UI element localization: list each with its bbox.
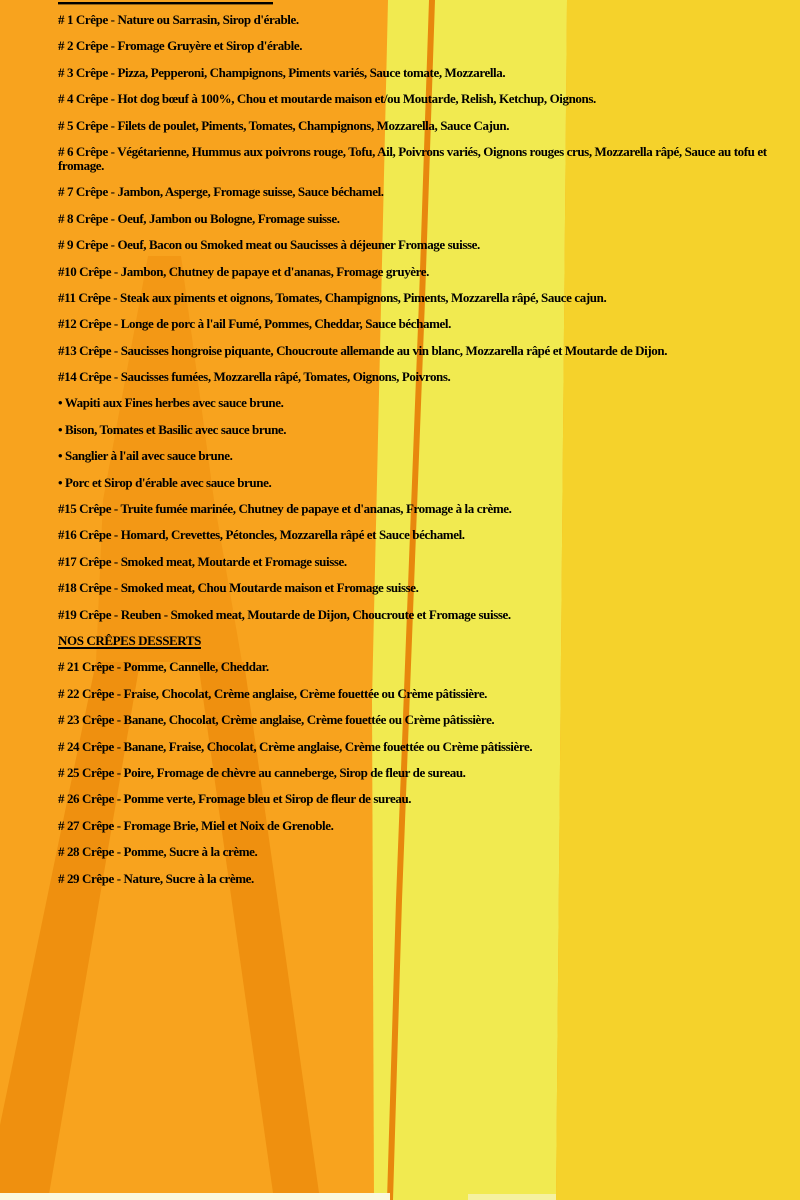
menu-item: # 2 Crêpe - Fromage Gruyère et Sirop d'érable. xyxy=(58,38,303,54)
menu-item: # 7 Crêpe - Jambon, Asperge, Fromage suisse, Sauce béchamel. xyxy=(58,184,384,200)
menu-item: # 1 Crêpe - Nature ou Sarrasin, Sirop d'érable. xyxy=(58,12,299,27)
menu-item: # 3 Crêpe - Pizza, Pepperoni, Champignons, Piments variés, Sauce tomate, Mozzarella. xyxy=(58,64,506,80)
menu-item: #18 Crêpe - Smoked meat, Chou Moutarde maison et Fromage suisse. xyxy=(58,580,419,596)
menu-item: # 28 Crêpe - Pomme, Sucre à la crème. xyxy=(58,844,258,860)
menu-item: #16 Crêpe - Homard, Crevettes, Pétoncles, Mozzarella râpé et Sauce béchamel. xyxy=(58,527,465,543)
menu-item: # 8 Crêpe - Oeuf, Jambon ou Bologne, Fromage suisse. xyxy=(58,210,340,226)
menu-bullet-item: • Sanglier à l'ail avec sauce brune. xyxy=(58,448,233,464)
menu-item: # 9 Crêpe - Oeuf, Bacon ou Smoked meat ou Saucisses à déjeuner Fromage suisse. xyxy=(58,237,480,253)
menu-item: #17 Crêpe - Smoked meat, Moutarde et Fromage suisse. xyxy=(58,553,347,569)
menu-item: # 25 Crêpe - Poire, Fromage de chèvre au canneberge, Sirop de fleur de sureau. xyxy=(58,764,466,780)
menu-item: #19 Crêpe - Reuben - Smoked meat, Moutarde de Dijon, Choucroute et Fromage suisse. xyxy=(58,606,511,622)
menu-content xyxy=(58,13,788,898)
desserts-heading: NOS CRÊPES DESSERTS xyxy=(58,632,201,648)
menu-item: #12 Crêpe - Longe de porc à l'ail Fumé, Pommes, Cheddar, Sauce béchamel. xyxy=(58,316,451,332)
menu-bullet-item: • Bison, Tomates et Basilic avec sauce brune. xyxy=(58,421,287,437)
menu-item: #13 Crêpe - Saucisses hongroise piquante, Choucroute allemande au vin blanc, Mozzarella râpé et Moutarde de Dijon. xyxy=(58,342,668,358)
menu-item: # 4 Crêpe - Hot dog bœuf à 100%, Chou et moutarde maison et/ou Moutarde, Relish, Ketchup, Oignons. xyxy=(58,91,596,107)
menu-item: #10 Crêpe - Jambon, Chutney de papaye et d'ananas, Fromage gruyère. xyxy=(58,263,430,279)
menu-bullet-item: • Porc et Sirop d'érable avec sauce brune. xyxy=(58,474,272,490)
menu-item: #15 Crêpe - Truite fumée marinée, Chutney de papaye et d'ananas, Fromage à la crème. xyxy=(58,501,512,517)
menu-item: # 24 Crêpe - Banane, Fraise, Chocolat, Crème anglaise, Crème fouettée ou Crème pâtissière. xyxy=(58,738,533,754)
menu-item: # 26 Crêpe - Pomme verte, Fromage bleu et Sirop de fleur de sureau. xyxy=(58,791,412,807)
top-heading-underline xyxy=(58,2,273,4)
menu-item: # 27 Crêpe - Fromage Brie, Miel et Noix de Grenoble. xyxy=(58,817,334,833)
background-bottom-strip-mid xyxy=(468,1194,556,1200)
menu-item: #11 Crêpe - Steak aux piments et oignons, Tomates, Champignons, Piments, Mozzarella râpé, Sauce cajun. xyxy=(58,289,607,305)
menu-item: # 6 Crêpe - Végétarienne, Hummus aux poivrons rouge, Tofu, Ail, Poivrons variés, Oignons rouges crus, Mozzarella râpé, Sauce au tofu et fromage. xyxy=(58,143,767,173)
menu-item: # 22 Crêpe - Fraise, Chocolat, Crème anglaise, Crème fouettée ou Crème pâtissière. xyxy=(58,685,488,701)
menu-bullet-item: • Wapiti aux Fines herbes avec sauce brune. xyxy=(58,395,284,411)
menu-item: #14 Crêpe - Saucisses fumées, Mozzarella râpé, Tomates, Oignons, Poivrons. xyxy=(58,369,451,385)
menu-item: # 21 Crêpe - Pomme, Cannelle, Cheddar. xyxy=(58,659,269,675)
menu-item: # 5 Crêpe - Filets de poulet, Piments, Tomates, Champignons, Mozzarella, Sauce Cajun. xyxy=(58,117,510,133)
menu-item: # 23 Crêpe - Banane, Chocolat, Crème anglaise, Crème fouettée ou Crème pâtissière. xyxy=(58,712,495,728)
menu-item: # 29 Crêpe - Nature, Sucre à la crème. xyxy=(58,870,254,886)
background-bottom-strip-left xyxy=(0,1193,390,1200)
